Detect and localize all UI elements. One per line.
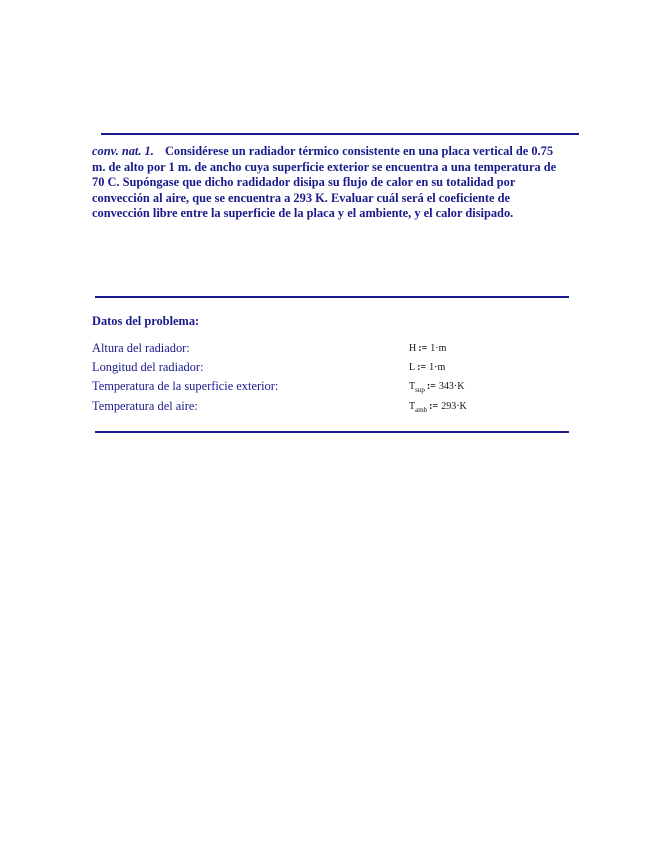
bottom-divider bbox=[95, 431, 569, 433]
math-symbol: T bbox=[409, 381, 416, 392]
math-value: 1·m bbox=[430, 343, 447, 354]
math-expression bbox=[409, 343, 446, 354]
data-row-length bbox=[92, 360, 512, 378]
problem-reference: conv. nat. 1. bbox=[92, 144, 154, 158]
middle-divider bbox=[95, 296, 569, 298]
data-row-surface-temperature bbox=[92, 379, 512, 397]
data-label: Temperatura del aire: bbox=[92, 399, 198, 413]
math-symbol: L bbox=[409, 362, 416, 373]
data-row-air-temperature bbox=[92, 399, 512, 417]
math-expression bbox=[409, 381, 464, 394]
assign-operator: := bbox=[417, 362, 427, 373]
math-value: 1·m bbox=[429, 362, 446, 373]
math-expression bbox=[409, 401, 467, 414]
data-label: Longitud del radiador: bbox=[92, 360, 204, 374]
math-value: 343·K bbox=[438, 381, 465, 392]
math-symbol: T bbox=[409, 401, 416, 412]
data-label: Altura del radiador: bbox=[92, 341, 190, 355]
math-expression bbox=[409, 362, 445, 373]
math-subscript: amb bbox=[415, 406, 428, 414]
math-subscript: sup bbox=[415, 386, 425, 394]
data-label: Temperatura de la superficie exterior: bbox=[92, 379, 279, 393]
math-symbol: H bbox=[409, 343, 417, 354]
assign-operator: := bbox=[429, 401, 439, 412]
assign-operator: := bbox=[418, 343, 428, 354]
assign-operator: := bbox=[426, 381, 436, 392]
problem-text: Considérese un radiador térmico consistente en una placa vertical de 0.75 m. de alto por 1 m. de ancho cuya superficie exterior se encuentra a una temperatura de 70 C. Supóngase que dicho radidador disipa su flujo de calor en su totalidad por convección al aire, que se encuentra a 293 K. Evaluar cuál será el coeficiente de convección libre entre la superficie de la placa y el ambiente, y el calor disipado. bbox=[92, 144, 557, 221]
data-section-title: Datos del problema: bbox=[92, 314, 200, 328]
data-row-height bbox=[92, 341, 512, 359]
math-value: 293·K bbox=[441, 401, 467, 412]
problem-statement bbox=[92, 144, 562, 222]
top-divider bbox=[101, 133, 579, 135]
